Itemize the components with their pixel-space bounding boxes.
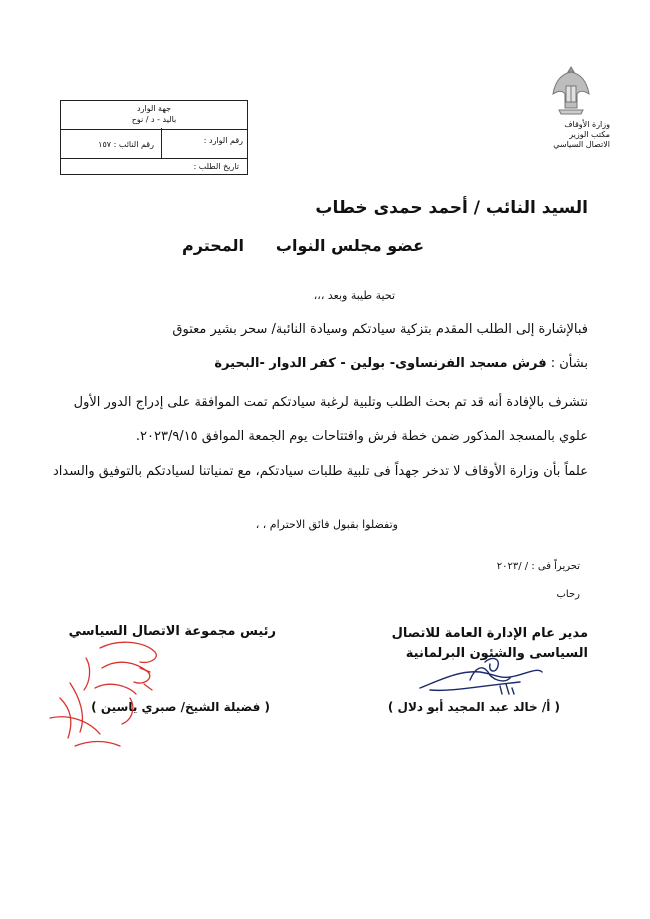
body-paragraph-line: علوي بالمسجد المذكور ضمن خطة فرش وافتتاحات يوم الجمعة الموافق ٢٠٢٣/٩/١٥. [135, 429, 588, 444]
ministry-name: وزارة الأوقاف [564, 120, 610, 129]
request-date-label: تاريخ الطلب : [193, 162, 239, 171]
subject-text: فرش مسجد الفرنساوى- بولين - كفر الدوار -البحيرة [214, 356, 547, 371]
reference-line: فبالإشارة إلى الطلب المقدم بتزكية سيادتكم وسيادة النائبة/ سحر بشير معتوق [172, 322, 588, 337]
numbers-row [61, 128, 247, 159]
written-on-date: تحريراً فى : / /٢٠٢٣ [496, 561, 580, 572]
addressee-title: السيد النائب / أحمد حمدى خطاب [315, 198, 588, 218]
office-name: مكتب الوزير [569, 130, 610, 139]
right-signatory-name: ( أ/ خالد عبد المجيد أبو دلال ) [387, 700, 560, 714]
addressee-position: عضو مجلس النواب [275, 236, 424, 255]
ministry-header [548, 120, 610, 150]
closing-wish-paragraph: علماً بأن وزارة الأوقاف لا تدخر جهداً فى تلبية طلبات سيادتكم، مع تمنياتنا لسيادتكم بالتوفيق والسداد [53, 464, 588, 479]
department-name: الاتصال السياسي [553, 140, 610, 149]
addressee-honorific: المحترم [182, 236, 244, 255]
right-signatory-title-line: مدير عام الإدارة العامة للاتصال [391, 626, 588, 641]
greeting: تحية طيبة وبعد ،،، [313, 289, 395, 302]
subject-prefix: بشأن : [550, 356, 588, 371]
receiving-party-row [61, 101, 247, 130]
subject-line [214, 356, 588, 371]
eagle-emblem-icon [549, 64, 593, 116]
receiving-party-label: جهة الوارد [137, 104, 171, 113]
receiving-party-value: باليد - د / نوح [131, 115, 177, 124]
deputy-number-label: رقم النائب : ١٥٧ [98, 140, 154, 149]
left-signatory-name: ( فضيلة الشيخ/ صبري ياسين ) [91, 700, 270, 714]
right-signatory-title-line: السياسى والشئون البرلمانية [405, 646, 588, 661]
handwritten-signature-icon [400, 650, 550, 700]
red-stamp-signature-icon [40, 628, 170, 753]
closing-line: وتفضلوا بقبول فائق الاحترام ، ، [255, 518, 398, 531]
body-paragraph-line: نتشرف بالإفادة أنه قد تم بحث الطلب وتلبية لرغبة سيادتكم تمت الموافقة على إدراج الدور الأول [73, 395, 588, 410]
typist-initials: رحاب [556, 589, 580, 600]
left-signatory-title: رئيس مجموعة الاتصال السياسي [68, 624, 276, 639]
registry-box [60, 100, 248, 175]
incoming-number-label: رقم الوارد : [161, 128, 247, 158]
